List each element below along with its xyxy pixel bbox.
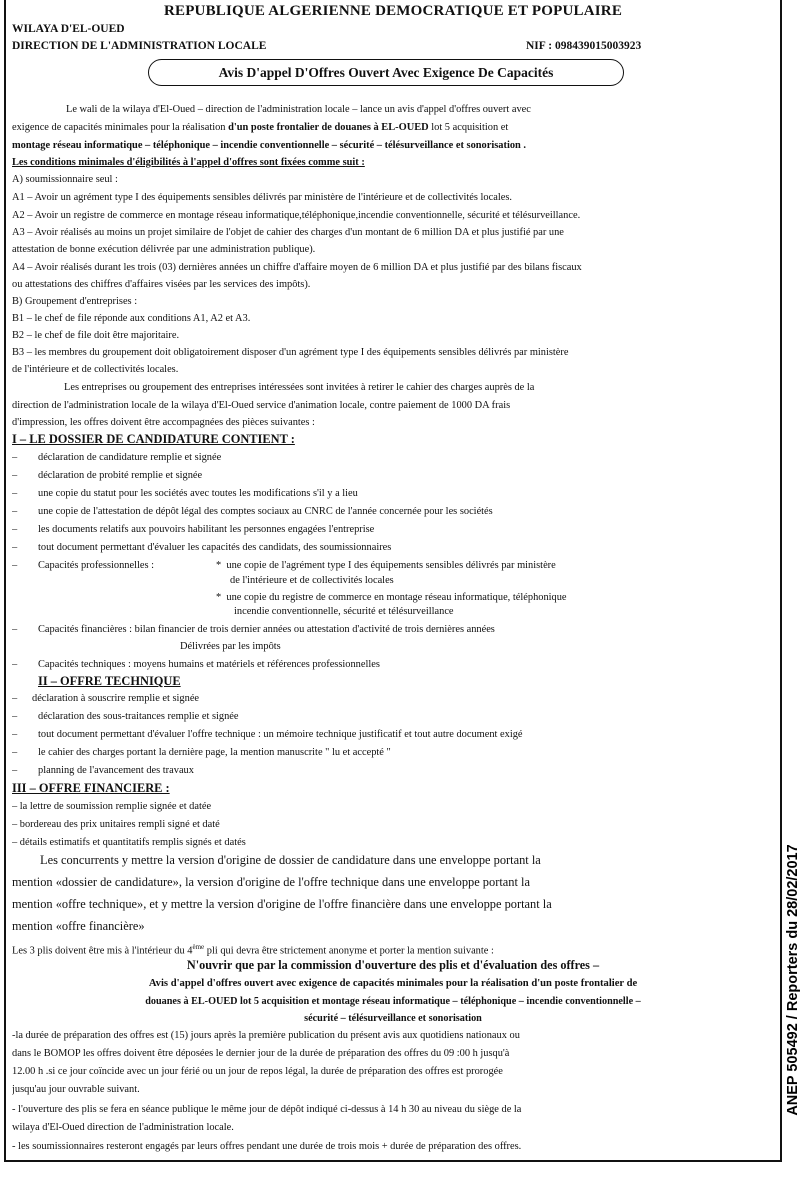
closing-line: dans le BOMOP les offres doivent être déposées le dernier jour de la durée de préparation des offres du 09 :00 h jusqu'à bbox=[12, 1048, 510, 1059]
condition-line: B3 – les membres du groupement doit obligatoirement disposer d'un agrément type I des équipements sensibles délivrés par ministère bbox=[12, 347, 569, 358]
condition-line: A2 – Avoir un registre de commerce en montage réseau informatique,téléphonique,incendie conventionnelle, sécurité et télésurveillance. bbox=[12, 210, 581, 221]
section-3-title: III – OFFRE FINANCIERE : bbox=[12, 781, 170, 795]
condition-line: A) soumissionnaire seul : bbox=[12, 174, 118, 185]
intro-lot: lot 5 acquisition et bbox=[431, 122, 509, 133]
list-item: – Capacités financières : bilan financier de trois dernier années ou attestation d'activité de trois dernières années bbox=[12, 624, 495, 635]
conditions-title: Les conditions minimales d'éligibilités à l'appel d'offres sont fixées comme suit : bbox=[12, 157, 365, 168]
bullet-icon: * bbox=[216, 560, 227, 571]
side-reference-text: ANEP 505492 / Reporters du 28/02/2017 bbox=[785, 844, 801, 1116]
condition-line: ou attestations des chiffres d'affaires visées par les services des impôts). bbox=[12, 279, 311, 290]
envelope-line-5-end: pli qui devra être strictement anonyme et porter la mention suivante : bbox=[204, 945, 494, 957]
condition-line: B2 – le chef de file doit être majoritaire. bbox=[12, 330, 180, 341]
direction-name: DIRECTION DE L'ADMINISTRATION LOCALE bbox=[12, 40, 267, 52]
mention-line-3: douanes à EL-OUED lot 5 acquisition et montage réseau informatique – téléphonique – incendie conventionnelle – bbox=[145, 996, 641, 1007]
notice-title-box: Avis D'appel D'Offres Ouvert Avec Exigence De Capacités bbox=[148, 59, 624, 86]
closing-line: - les soumissionnaires resteront engagés par leurs offres pendant une durée de trois mois + durée de préparation des offres. bbox=[12, 1141, 522, 1152]
prof-item-b bbox=[216, 592, 774, 604]
condition-line: A3 – Avoir réalisés au moins un projet similaire de l'objet de cahier des charges d'un montant de 6 million DA et plus justifié par une bbox=[12, 227, 564, 238]
section-1-title: I – LE DOSSIER DE CANDIDATURE CONTIENT : bbox=[12, 432, 295, 446]
list-item-text: le cahier des charges portant la dernière page, la mention manuscrite " lu et accepté " bbox=[38, 747, 391, 758]
envelope-line-3: mention «offre technique», et y mettre la version d'origine de l'offre financière dans une enveloppe portant la bbox=[12, 897, 552, 911]
mention-line-2: Avis d'appel d'offres ouvert avec exigence de capacités minimales pour la réalisation d'un poste frontalier de bbox=[148, 978, 638, 989]
financial-capacity-line-2: Délivrées par les impôts bbox=[180, 641, 281, 652]
invite-line-1: Les entreprises ou groupement des entreprises intéressées sont invitées à retirer le cahier des charges auprès de la bbox=[64, 382, 535, 393]
financial-capacity: Capacités financières : bilan financier de trois dernier années ou attestation d'activité de trois dernières années bbox=[38, 624, 495, 635]
list-item-text: une copie du statut pour les sociétés avec toutes les modifications s'il y a lieu bbox=[38, 488, 358, 499]
intro-line-1: Le wali de la wilaya d'El-Oued – direction de l'administration locale – lance un avis d'appel d'offres ouvert avec bbox=[66, 104, 531, 115]
list-item-text: planning de l'avancement des travaux bbox=[38, 765, 194, 776]
prof-b-line-2: incendie conventionnelle, sécurité et télésurveillance bbox=[234, 606, 454, 617]
prof-label: Capacités professionnelles : bbox=[38, 560, 154, 571]
list-item: – Capacités techniques : moyens humains et matériels et références professionnelles bbox=[12, 659, 380, 670]
closing-line: - l'ouverture des plis se fera en séance publique le même jour de dépôt indiqué ci-dessus à 14 h 30 au niveau du siège de la bbox=[12, 1104, 522, 1115]
closing-line: -la durée de préparation des offres est (15) jours après la première publication du présent avis aux quotidiens nationaux ou bbox=[12, 1030, 520, 1041]
envelope-line-5 bbox=[12, 941, 774, 957]
invite-line-2: direction de l'administration locale de la wilaya d'El-Oued service d'animation locale, contre paiement de 1000 DA frais bbox=[12, 400, 511, 411]
nif-number: NIF : 098439015003923 bbox=[526, 40, 642, 52]
list-item-text: déclaration de candidature remplie et signée bbox=[38, 452, 222, 463]
list-item: – planning de l'avancement des travaux bbox=[12, 765, 194, 776]
list-item: – une copie de l'attestation de dépôt légal des comptes sociaux au CNRC de l'année concernée pour les sociétés bbox=[12, 506, 493, 517]
list-item: – une copie du statut pour les sociétés avec toutes les modifications s'il y a lieu bbox=[12, 488, 358, 499]
condition-line: A1 – Avoir un agrément type I des équipements sensibles délivrés par ministère de l'intérieure et de collectivités locales. bbox=[12, 192, 512, 203]
closing-line: 12.00 h .si ce jour coïncide avec un jour férié ou un jour de repos légal, la durée de préparation des offres est prorogée bbox=[12, 1066, 503, 1077]
list-item-text: les documents relatifs aux pouvoirs habilitant les personnes engagées l'entreprise bbox=[38, 524, 375, 535]
bullet-icon: * bbox=[216, 592, 227, 603]
list-item-text: déclaration de probité remplie et signée bbox=[38, 470, 203, 481]
condition-line: A4 – Avoir réalisés durant les trois (03) dernières années un chiffre d'affaire moyen de 6 million DA et plus justifié par des bilans fiscaux bbox=[12, 262, 582, 273]
intro-line-2-text: exigence de capacités minimales pour la réalisation bbox=[12, 122, 229, 133]
list-item: – tout document permettant d'évaluer l'offre technique : un mémoire technique justificatif et tout autre document exigé bbox=[12, 729, 523, 740]
list-item-text: déclaration à souscrire remplie et signée bbox=[32, 693, 200, 704]
list-item: – détails estimatifs et quantitatifs remplis signés et datés bbox=[12, 837, 246, 848]
list-item: – le cahier des charges portant la dernière page, la mention manuscrite " lu et accepté " bbox=[12, 747, 391, 758]
side-reference bbox=[780, 780, 806, 1180]
intro-project-name: d'un poste frontalier de douanes à EL-OUED bbox=[228, 122, 432, 133]
technical-capacity: Capacités techniques : moyens humains et matériels et références professionnelles bbox=[38, 659, 380, 670]
invite-line-3: d'impression, les offres doivent être accompagnées des pièces suivantes : bbox=[12, 417, 315, 428]
prof-b-line-1: une copie du registre de commerce en montage réseau informatique, téléphonique bbox=[226, 592, 567, 603]
list-item-text: tout document permettant d'évaluer l'offre technique : un mémoire technique justificatif et tout autre document exigé bbox=[38, 729, 523, 740]
prof-a-line-2: de l'intérieure et de collectivités locales bbox=[230, 575, 394, 586]
prof-a-line-1: une copie de l'agrément type I des équipements sensibles délivrés par ministère bbox=[226, 560, 556, 571]
section-2-title: II – OFFRE TECHNIQUE bbox=[38, 674, 181, 688]
envelope-line-5-start: Les 3 plis doivent être mis à l'intérieur du 4 bbox=[12, 945, 193, 957]
condition-line: B1 – le chef de file réponde aux conditions A1, A2 et A3. bbox=[12, 313, 251, 324]
list-item-text: tout document permettant d'évaluer les capacités des candidats, des soumissionnaires bbox=[38, 542, 392, 553]
condition-line: attestation de bonne exécution délivrée par une administration publique). bbox=[12, 244, 316, 255]
list-item: – Capacités professionnelles : bbox=[12, 560, 154, 571]
prof-item-a bbox=[216, 560, 774, 572]
mention-line-1: N'ouvrir que par la commission d'ouverture des plis et d'évaluation des offres – bbox=[186, 958, 600, 972]
closing-line: wilaya d'El-Oued direction de l'administration locale. bbox=[12, 1122, 234, 1133]
superscript: ème bbox=[192, 943, 205, 951]
list-item: – déclaration de probité remplie et signée bbox=[12, 470, 203, 481]
envelope-line-4: mention «offre financière» bbox=[12, 919, 145, 933]
list-item: – déclaration de candidature remplie et signée bbox=[12, 452, 222, 463]
list-item: – déclaration à souscrire remplie et signée bbox=[12, 693, 200, 704]
condition-line: B) Groupement d'entreprises : bbox=[12, 296, 138, 307]
list-item: – la lettre de soumission remplie signée et datée bbox=[12, 801, 212, 812]
intro-line-3: montage réseau informatique – téléphonique – incendie conventionnelle – sécurité – télésurveillance et sonorisation . bbox=[12, 140, 526, 151]
republic-title: REPUBLIQUE ALGERIENNE DEMOCRATIQUE ET POPULAIRE bbox=[163, 3, 623, 19]
list-item: – les documents relatifs aux pouvoirs habilitant les personnes engagées l'entreprise bbox=[12, 524, 375, 535]
condition-line: de l'intérieure et de collectivités locales. bbox=[12, 364, 179, 375]
list-item-text: une copie de l'attestation de dépôt légal des comptes sociaux au CNRC de l'année concernée pour les sociétés bbox=[38, 506, 493, 517]
list-item: – tout document permettant d'évaluer les capacités des candidats, des soumissionnaires bbox=[12, 542, 392, 553]
closing-line: jusqu'au jour ouvrable suivant. bbox=[12, 1084, 140, 1095]
wilaya-name: WILAYA D'EL-OUED bbox=[12, 23, 125, 35]
mention-line-4: sécurité – télésurveillance et sonorisation bbox=[304, 1013, 482, 1024]
envelope-line-2: mention «dossier de candidature», la version d'origine de l'offre technique dans une enveloppe portant la bbox=[12, 875, 530, 889]
intro-line-2 bbox=[12, 122, 774, 134]
envelope-line-1: Les concurrents y mettre la version d'origine de dossier de candidature dans une enveloppe portant la bbox=[40, 853, 541, 867]
list-item: – déclaration des sous-traitances remplie et signée bbox=[12, 711, 239, 722]
list-item-text: déclaration des sous-traitances remplie et signée bbox=[38, 711, 239, 722]
list-item: – bordereau des prix unitaires rempli signé et daté bbox=[12, 819, 220, 830]
